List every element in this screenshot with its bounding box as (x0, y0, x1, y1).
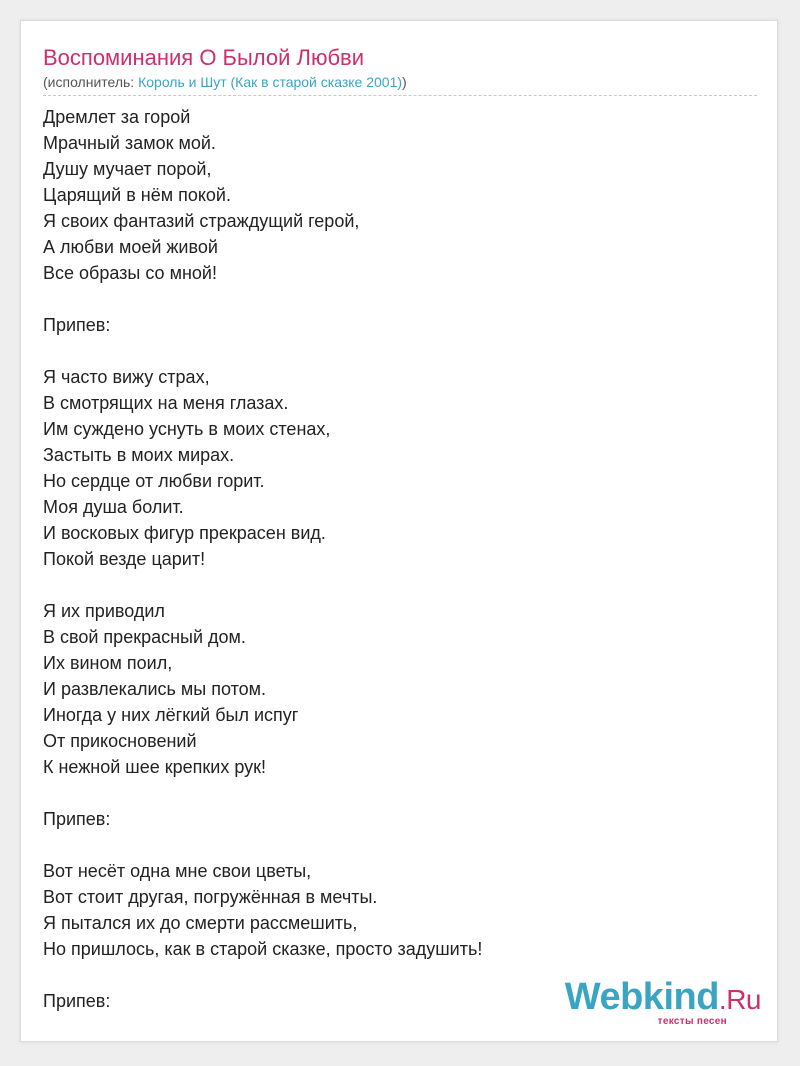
lyric-line: И восковых фигур прекрасен вид. (43, 523, 326, 543)
artist-link[interactable]: Король и Шут (138, 74, 227, 90)
lyric-line: Припев: (43, 315, 111, 335)
lyric-line: Душу мучает порой, (43, 159, 212, 179)
performer-suffix: ) (402, 74, 407, 90)
logo-wordmark (565, 978, 761, 1019)
lyric-line: Вот несёт одна мне свои цветы, (43, 861, 312, 881)
lyric-line: Я своих фантазий страждущий герой, (43, 211, 360, 231)
lyric-line: Припев: (43, 991, 111, 1011)
lyric-line: И развлекались мы потом. (43, 679, 266, 699)
lyric-line: Покой везде царит! (43, 549, 206, 569)
song-performer-line (43, 73, 407, 91)
performer-prefix: (исполнитель: (43, 74, 139, 90)
stanza-gap (43, 572, 743, 598)
title-divider (43, 95, 757, 96)
lyric-line: Вот стоит другая, погружённая в мечты. (43, 887, 378, 907)
stanza-gap (43, 832, 743, 858)
lyric-line: Им суждено уснуть в моих стенах, (43, 419, 331, 439)
logo-tagline: тексты песен (657, 1016, 727, 1027)
lyric-line: Мрачный замок мой. (43, 133, 216, 153)
lyric-line: Царящий в нём покой. (43, 185, 231, 205)
lyric-line: Дремлет за горой (43, 107, 191, 127)
lyric-line: От прикосновений (43, 731, 197, 751)
lyric-line: Застыть в моих мирах. (43, 445, 235, 465)
lyric-line: Их вином поил, (43, 653, 173, 673)
lyric-line: Я часто вижу страх, (43, 367, 210, 387)
lyric-line: А любви моей живой (43, 237, 218, 257)
lyric-line: Но сердце от любви горит. (43, 471, 265, 491)
webkind-logo[interactable] (565, 978, 761, 1027)
lyric-line: Все образы со мной! (43, 263, 217, 283)
album-link[interactable]: (Как в старой сказке 2001) (230, 74, 403, 90)
lyric-line: К нежной шее крепких рук! (43, 757, 267, 777)
stanza-gap (43, 338, 743, 364)
lyric-line: В смотрящих на меня глазах. (43, 393, 289, 413)
lyric-line: Я их приводил (43, 601, 165, 621)
lyric-line: В свой прекрасный дом. (43, 627, 246, 647)
stanza-gap (43, 286, 743, 312)
lyric-line: Моя душа болит. (43, 497, 184, 517)
lyrics-text (43, 104, 743, 1014)
lyric-line: Припев: (43, 809, 111, 829)
lyrics-page (20, 20, 778, 1042)
song-title: Воспоминания О Былой Любви (43, 45, 365, 70)
logo-domain: .Ru (718, 984, 761, 1015)
lyric-line: Я пытался их до смерти рассмешить, (43, 913, 358, 933)
lyric-line: Иногда у них лёгкий был испуг (43, 705, 299, 725)
lyric-line: Но пришлось, как в старой сказке, просто задушить! (43, 939, 483, 959)
stanza-gap (43, 780, 743, 806)
logo-main-text: Webkind (564, 976, 719, 1018)
